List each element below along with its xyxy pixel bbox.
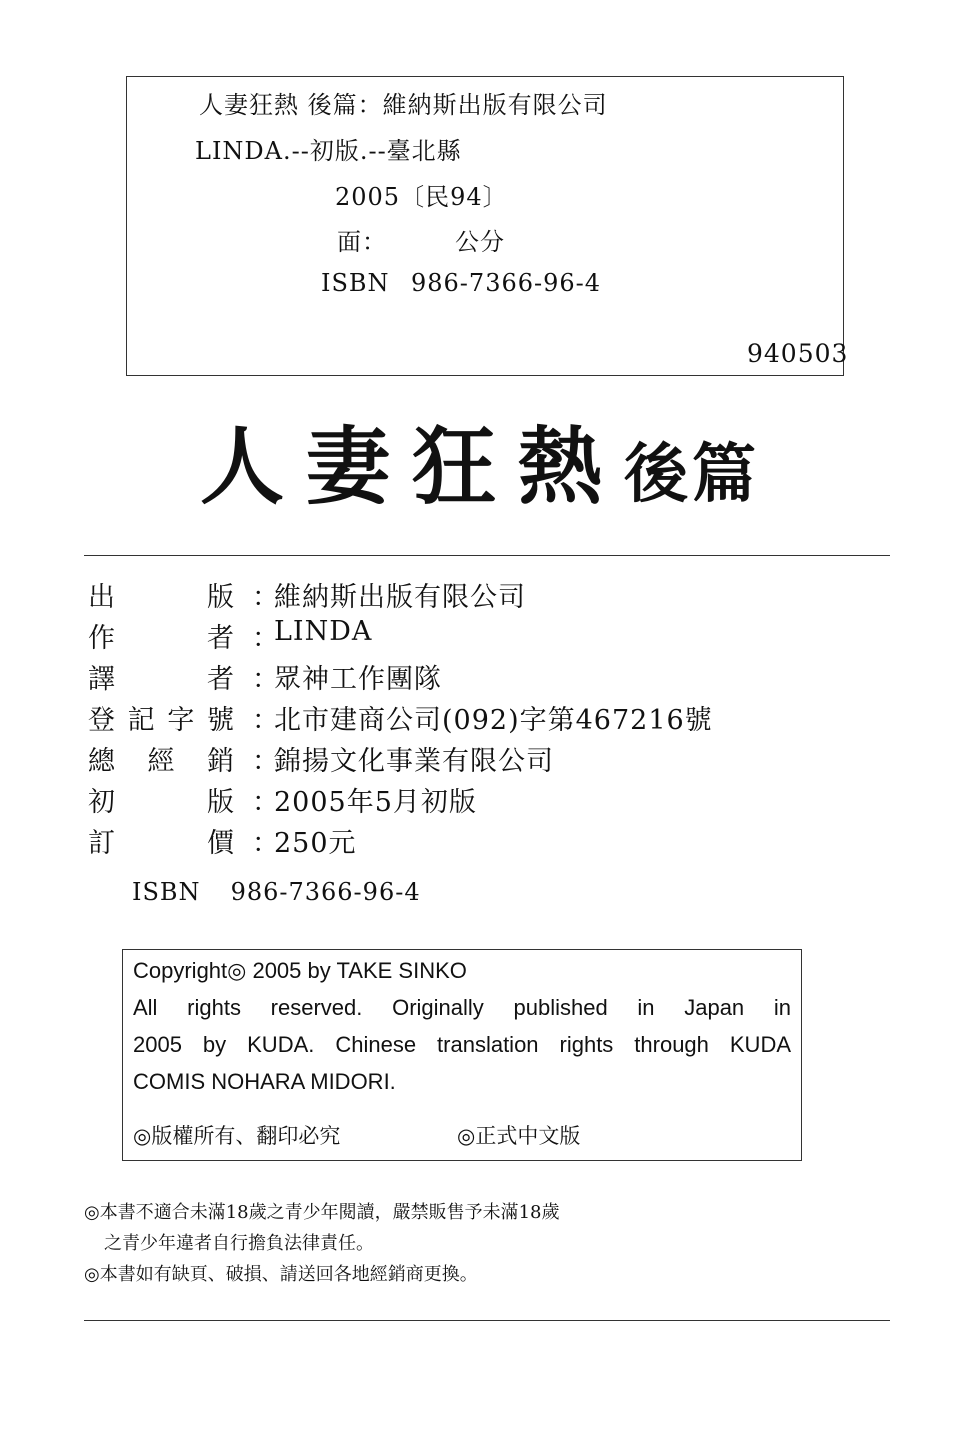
- colophon-colon: ：: [252, 746, 279, 777]
- colophon-colon: ：: [252, 582, 279, 613]
- book-title-sub: 後篇: [624, 437, 760, 512]
- colophon-value: 錦揚文化事業有限公司: [274, 746, 554, 777]
- copyright-line-4: COMIS NOHARA MIDORI.: [133, 1069, 396, 1094]
- colophon-value: 250元: [274, 828, 357, 859]
- cip-isbn-label: ISBN: [321, 269, 390, 297]
- isbn-line: [132, 878, 421, 906]
- top-divider: [84, 555, 890, 556]
- notes: [84, 1197, 560, 1290]
- colophon-value: LINDA: [274, 616, 373, 647]
- colophon-value: 北市建商公司(092)字第467216號: [274, 705, 713, 736]
- note-line-1: ◎本書不適合未滿18歲之青少年閱讀，嚴禁販售予未滿18歲: [84, 1202, 560, 1223]
- colophon-colon: ：: [252, 787, 279, 818]
- cip-size-unit: 公分: [455, 228, 505, 256]
- copyright-notice: ◎版權所有、翻印必究: [133, 1124, 341, 1148]
- copyright-line-3: 2005 by KUDA. Chinese translation rights through KUDA: [133, 1032, 791, 1057]
- colophon-value: 維納斯出版有限公司: [274, 582, 526, 613]
- cip-code: 940503: [747, 339, 849, 368]
- cip-title-line: 人妻狂熱 後篇：維納斯出版有限公司: [199, 91, 608, 119]
- copyright-box: [122, 949, 802, 1161]
- colophon-label: 總 經 銷: [88, 746, 234, 777]
- colophon-colon: ：: [252, 623, 279, 654]
- book-title-main: 人妻狂熱: [199, 417, 624, 516]
- colophon-colon: ：: [252, 828, 279, 859]
- bottom-divider: [84, 1320, 890, 1321]
- colophon-label: 譯 者: [88, 664, 234, 695]
- copyright-line-1: Copyright◎ 2005 by TAKE SINKO: [133, 958, 467, 983]
- colophon-label: 訂 價: [88, 828, 234, 859]
- cip-edition-line: LINDA.--初版.--臺北縣: [195, 137, 462, 165]
- isbn-value: 986-7366-96-4: [230, 878, 421, 906]
- note-line-2: 之青少年違者自行擔負法律責任。: [104, 1233, 374, 1254]
- book-title: [0, 400, 960, 521]
- note-line-3: ◎本書如有缺頁、破損、請送回各地經銷商更換。: [84, 1264, 478, 1285]
- cip-box: [126, 76, 849, 376]
- colophon-label: 初 版: [88, 787, 234, 818]
- colophon-label: 登 記 字 號: [88, 705, 234, 736]
- official-edition-notice: ◎正式中文版: [457, 1124, 581, 1148]
- colophon-label: 出 版: [88, 582, 234, 613]
- cip-year-line: 2005〔民94〕: [335, 183, 508, 211]
- colophon-value: 眾神工作團隊: [274, 664, 442, 695]
- colophon-label: 作 者: [88, 623, 234, 654]
- isbn-label: ISBN: [132, 878, 201, 906]
- copyright-line-2: All rights reserved. Originally published in Japan in: [133, 995, 791, 1020]
- colophon-colon: ：: [252, 705, 279, 736]
- cip-pages-label: 面：: [337, 228, 387, 256]
- colophon-colon: ：: [252, 664, 279, 695]
- cip-isbn-value: 986-7366-96-4: [411, 269, 602, 297]
- colophon-value: 2005年5月初版: [274, 787, 477, 818]
